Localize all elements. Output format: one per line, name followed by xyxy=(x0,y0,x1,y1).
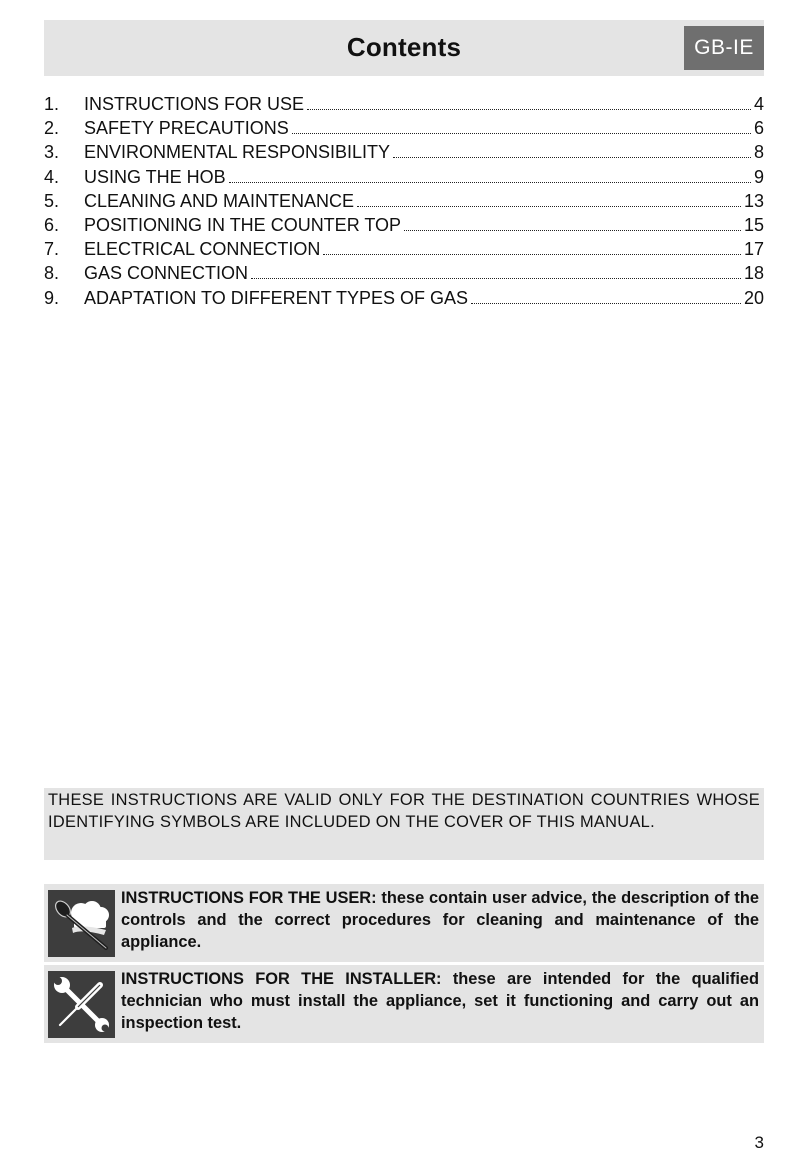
toc-entry[interactable] xyxy=(44,118,764,142)
toc-entry-title: USING THE HOB xyxy=(84,166,226,187)
toc-entry-title: POSITIONING IN THE COUNTER TOP xyxy=(84,214,402,235)
toc-entry-number: 1. xyxy=(44,94,60,114)
toc-entry-number: 7. xyxy=(44,239,60,260)
toc-dot-leader xyxy=(357,206,741,207)
toc-entry-page: 15 xyxy=(743,214,764,235)
toc-entry[interactable] xyxy=(44,142,764,166)
toc-dot-leader xyxy=(471,303,741,304)
toc-entry-number: 2. xyxy=(44,118,60,139)
toc-entry[interactable] xyxy=(44,191,764,215)
toc-dot-leader xyxy=(323,254,741,255)
toc-dot-leader xyxy=(404,230,741,231)
chef-hat-spoon-icon xyxy=(48,890,115,957)
toc-entry-title: GAS CONNECTION xyxy=(84,263,249,284)
toc-entry-page: 20 xyxy=(743,287,764,308)
toc-entry-number: 3. xyxy=(44,142,60,163)
toc-entry-number: 9. xyxy=(44,287,60,308)
toc-dot-leader xyxy=(229,182,751,183)
user-instructions-box xyxy=(44,884,764,962)
toc-entry-page: 4 xyxy=(753,94,764,114)
toc-entry-page: 17 xyxy=(743,239,764,260)
toc-entry-page: 8 xyxy=(753,142,764,163)
toc-entry-title: SAFETY PRECAUTIONS xyxy=(84,118,289,139)
toc-entry-title: ADAPTATION TO DIFFERENT TYPES OF GAS xyxy=(84,287,469,308)
toc-entry-number: 8. xyxy=(44,263,60,284)
toc-entry[interactable] xyxy=(44,239,764,263)
toc-entry-page: 13 xyxy=(743,190,764,211)
installer-instructions-text: INSTRUCTIONS FOR THE INSTALLER: these are intended for the qualified technician who must install the appliance, set it functioning and carry out an inspection test. xyxy=(121,970,759,1032)
toc-entry[interactable] xyxy=(44,94,764,118)
user-instructions-text: INSTRUCTIONS FOR THE USER: these contain user advice, the description of the controls and the correct procedures for cleaning and maintenance of the appliance. xyxy=(121,889,759,951)
toc-dot-leader xyxy=(307,109,751,110)
toc-entry-title: INSTRUCTIONS FOR USE xyxy=(84,94,305,114)
installer-instructions-box xyxy=(44,965,764,1043)
toc-entry-title: CLEANING AND MAINTENANCE xyxy=(84,190,355,211)
toc-entry[interactable] xyxy=(44,167,764,191)
table-of-contents xyxy=(44,94,764,312)
page-number: 3 xyxy=(754,1133,764,1152)
language-badge: GB-IE xyxy=(684,26,764,70)
toc-entry-page: 6 xyxy=(753,118,764,139)
toc-dot-leader xyxy=(393,157,751,158)
toc-entry-title: ENVIRONMENTAL RESPONSIBILITY xyxy=(84,142,391,163)
toc-entry-number: 5. xyxy=(44,190,60,211)
toc-dot-leader xyxy=(251,278,741,279)
page-title: Contents xyxy=(346,32,462,62)
toc-entry[interactable] xyxy=(44,288,764,312)
toc-entry-page: 9 xyxy=(753,166,764,187)
toc-entry-page: 18 xyxy=(743,263,764,284)
toc-entry-title: ELECTRICAL CONNECTION xyxy=(84,239,321,260)
destination-countries-notice: THESE INSTRUCTIONS ARE VALID ONLY FOR THE DESTINATION COUNTRIES WHOSE IDENTIFYING SYMBOLS ARE INCLUDED ON THE COVER OF THIS MANUAL. xyxy=(44,788,764,860)
toc-entry[interactable] xyxy=(44,263,764,287)
toc-entry-number: 4. xyxy=(44,166,60,187)
toc-entry-number: 6. xyxy=(44,214,60,235)
wrench-screwdriver-icon xyxy=(48,971,115,1038)
toc-entry[interactable] xyxy=(44,215,764,239)
toc-dot-leader xyxy=(292,133,751,134)
